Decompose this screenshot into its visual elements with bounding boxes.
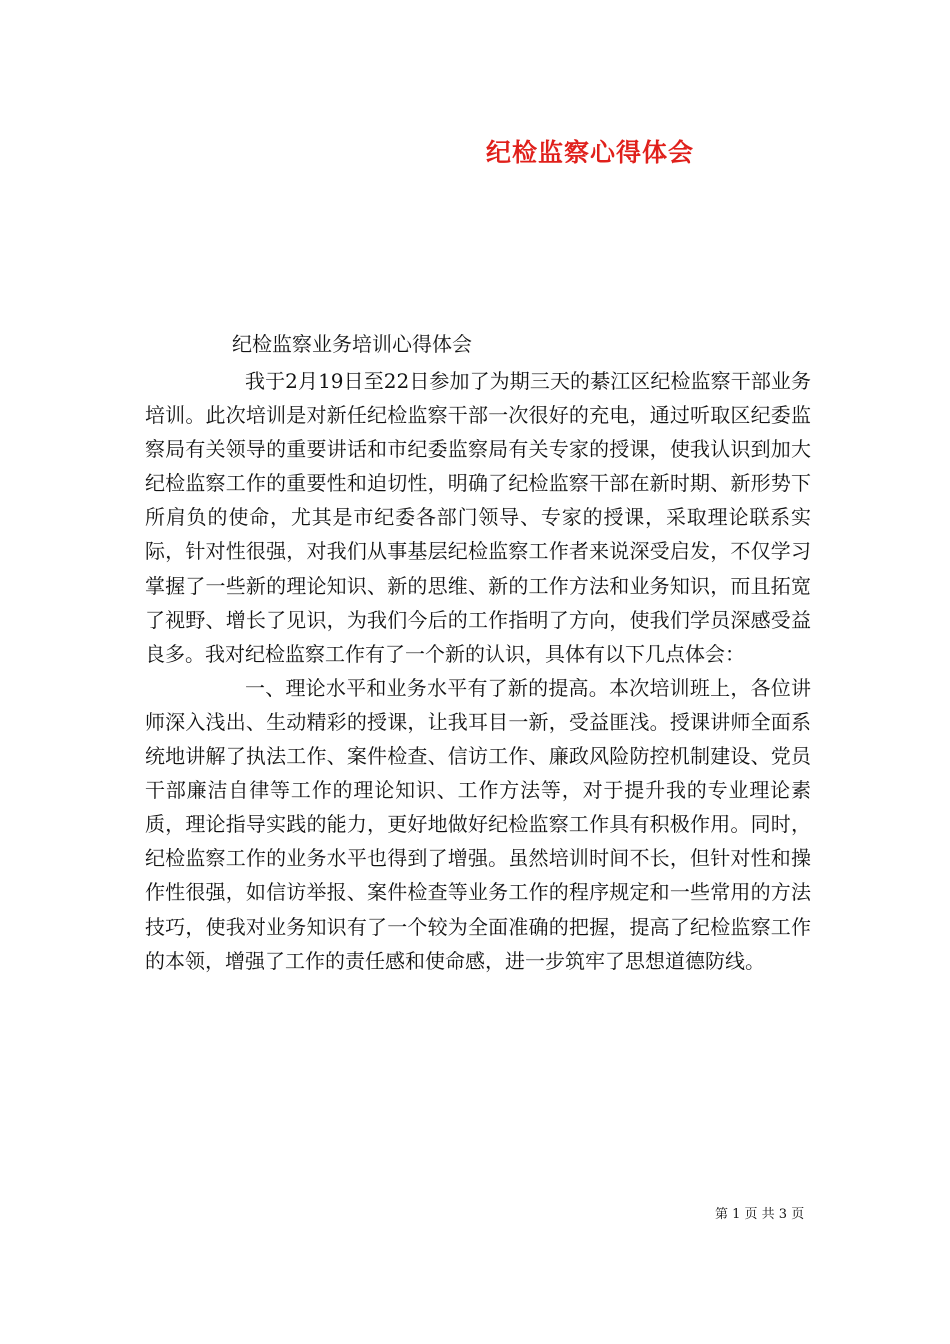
page-number: 第 1 页 共 3 页 xyxy=(715,1207,805,1222)
page-title: 纪检监察心得体会 xyxy=(485,138,694,167)
document-subtitle: 纪检监察业务培训心得体会 xyxy=(232,332,472,356)
paragraph-point-one: 一、理论水平和业务水平有了新的提高。本次培训班上，各位讲师深入浅出、生动精彩的授课，让我耳目一新，受益匪浅。授课讲师全面系统地讲解了执法工作、案件检查、信访工作、廉政风险防控机制建设、党员干部廉洁自律等工作的理论知识、工作方法等，对于提升我的专业理论素质，理论指导实践的能力，更好地做好纪检监察工作具有积极作用。同时，纪检监察工作的业务水平也得到了增强。虽然培训时间不长，但针对性和操作性很强，如信访举报、案件检查等业务工作的程序规定和一些常用的方法技巧，使我对业务知识有了一个较为全面准确的把握，提高了纪检监察工作的本领，增强了工作的责任感和使命感，进一步筑牢了思想道德防线。 xyxy=(145,675,811,973)
document-body xyxy=(145,364,811,978)
paragraph-intro: 我于2月19日至22日参加了为期三天的綦江区纪检监察干部业务培训。此次培训是对新任纪检监察干部一次很好的充电，通过听取区纪委监察局有关领导的重要讲话和市纪委监察局有关专家的授课，使我认识到加大纪检监察工作的重要性和迫切性，明确了纪检监察干部在新时期、新形势下所肩负的使命，尤其是市纪委各部门领导、专家的授课，采取理论联系实际，针对性很强，对我们从事基层纪检监察工作者来说深受启发，不仅学习掌握了一些新的理论知识、新的思维、新的工作方法和业务知识，而且拓宽了视野、增长了见识，为我们今后的工作指明了方向，使我们学员深感受益良多。我对纪检监察工作有了一个新的认识，具体有以下几点体会： xyxy=(145,369,811,666)
